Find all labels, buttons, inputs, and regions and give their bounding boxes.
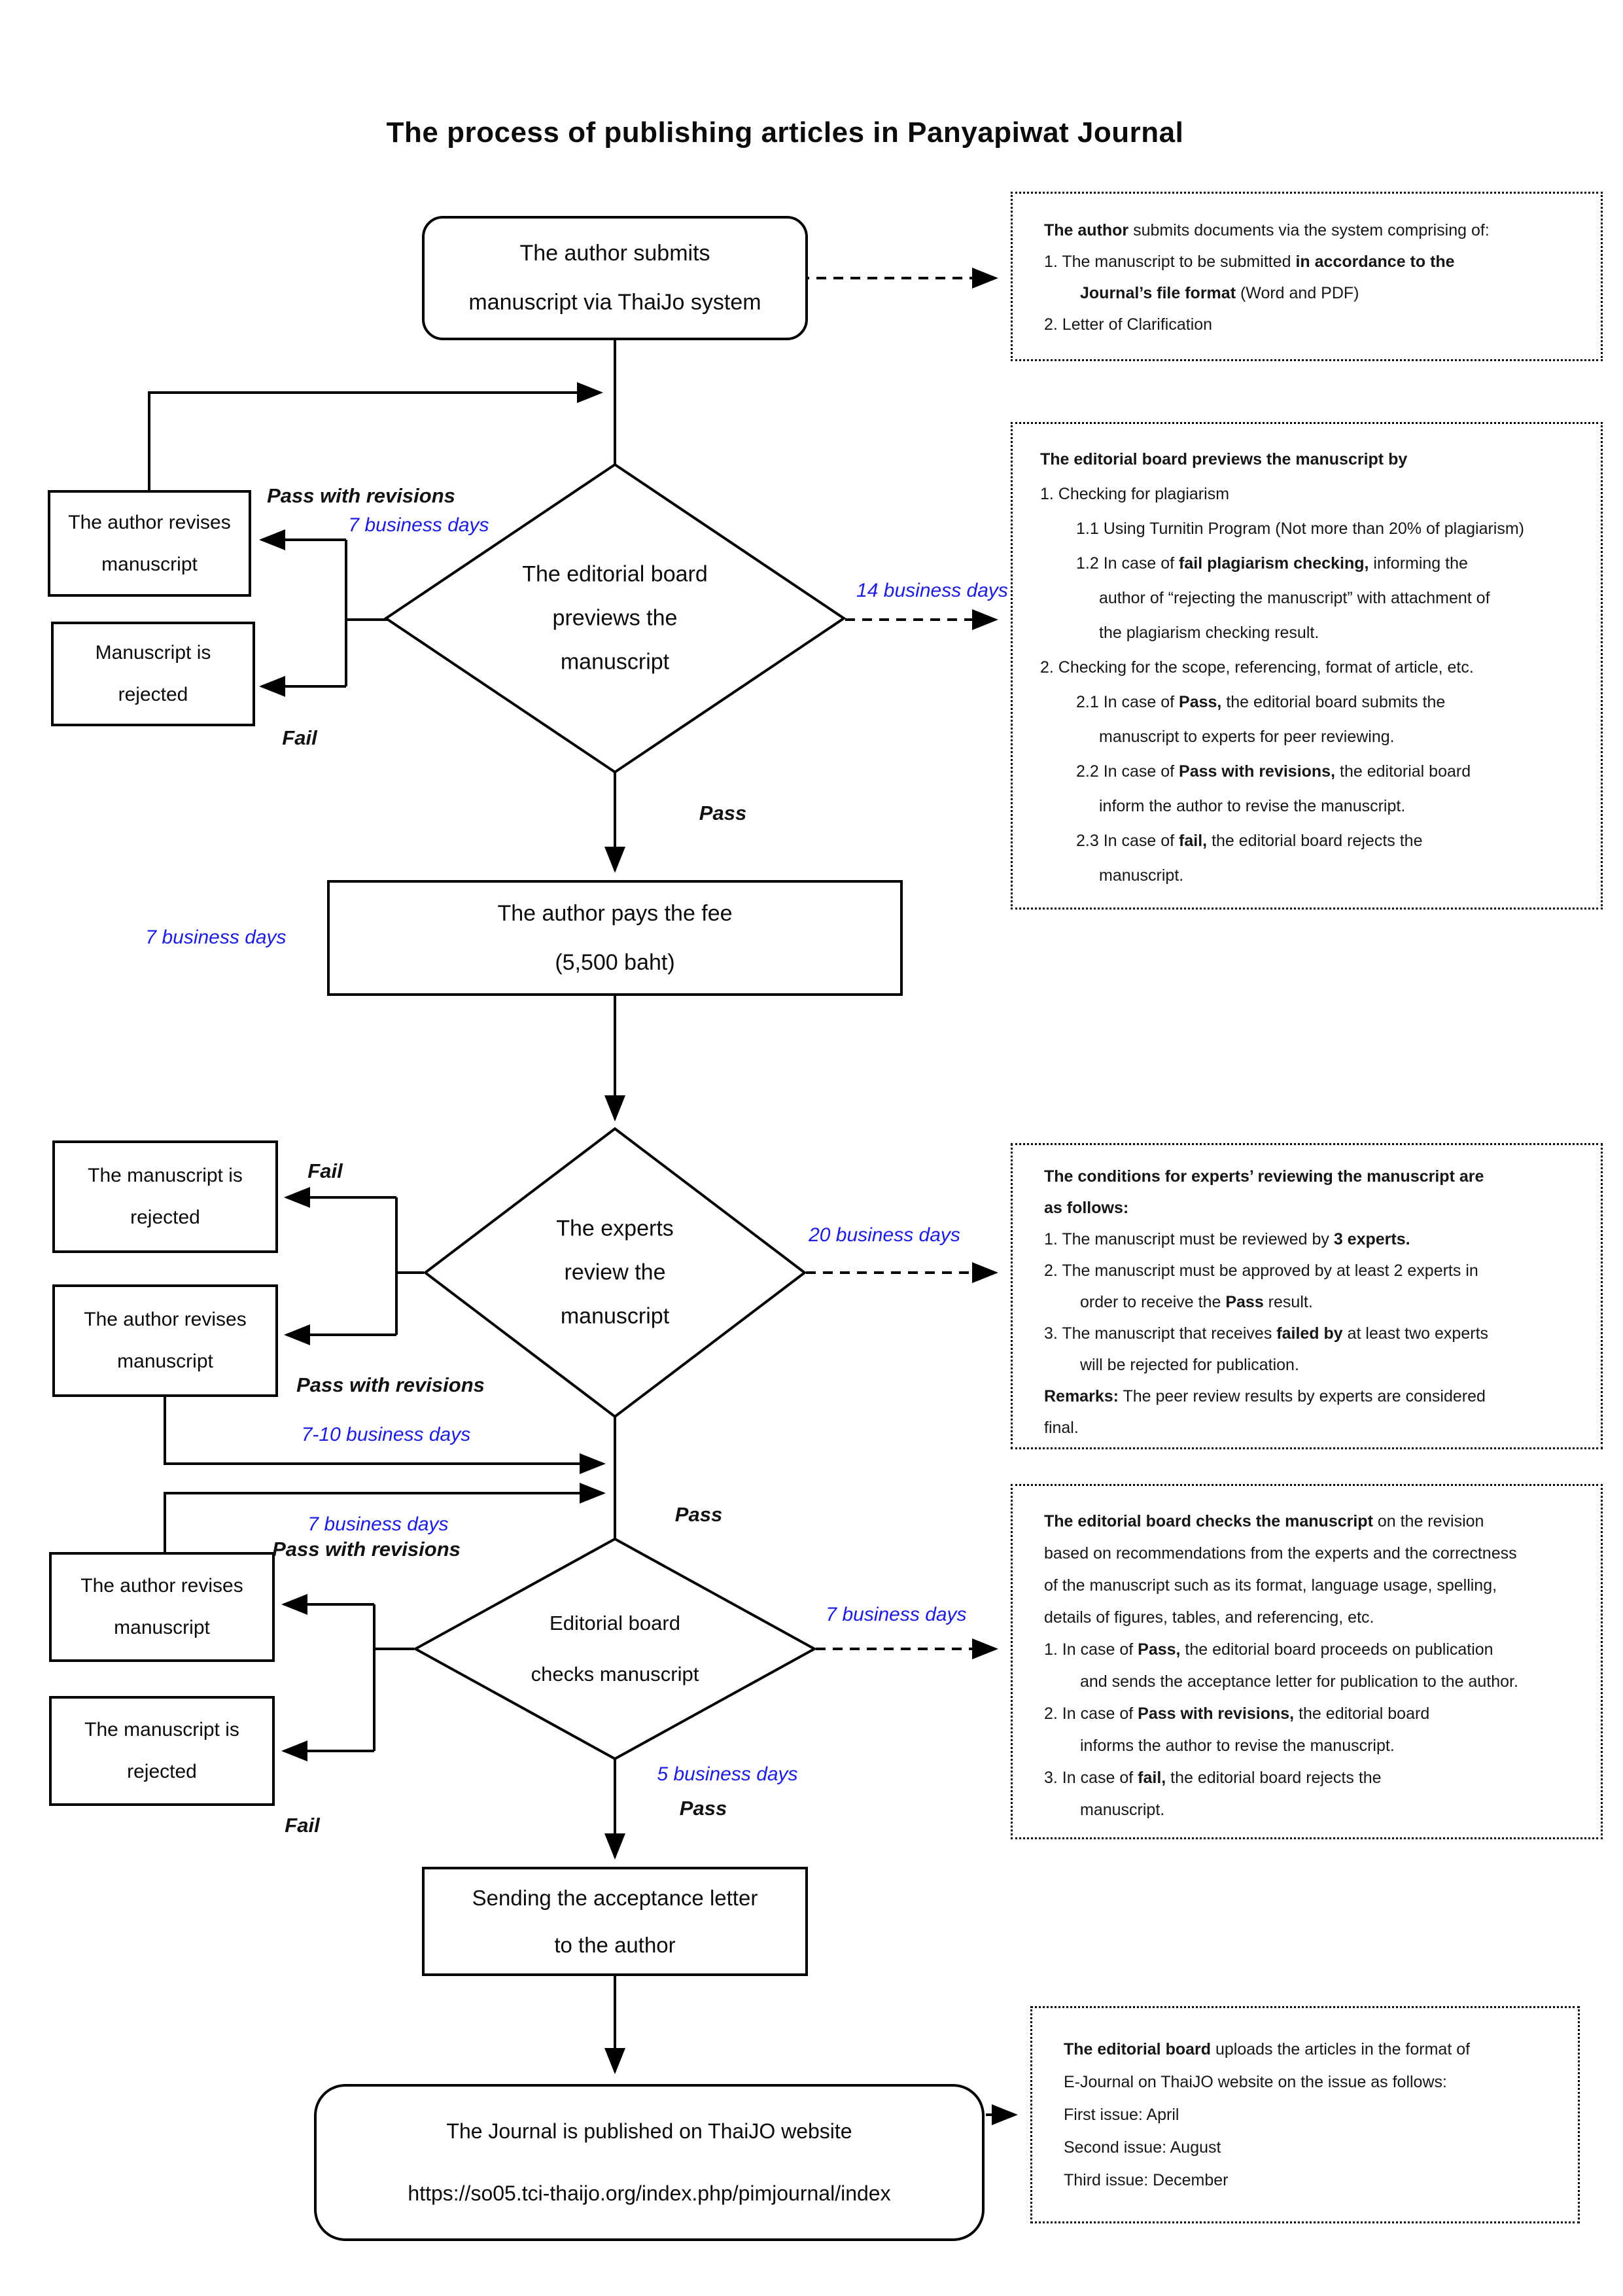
note-text-line: 1. The manuscript to be submitted in accordance to the: [1044, 253, 1455, 271]
note-text-line: order to receive the Pass result.: [1080, 1293, 1313, 1311]
label-7-business-days-3: 7 business days: [307, 1513, 449, 1535]
node-manuscript-rejected-2: [52, 1140, 278, 1253]
node-text-line: (5,500 baht): [555, 949, 675, 975]
node-author-pays-fee: [327, 880, 903, 996]
node-text-line: manuscript: [101, 553, 198, 575]
note-text-line: 1.2 In case of fail plagiarism checking, informing the: [1076, 554, 1468, 573]
node-text-line: rejected: [118, 684, 188, 705]
note-text-line: 2. In case of Pass with revisions, the editorial board: [1044, 1704, 1430, 1723]
diamond-label-editorial-preview: [522, 553, 708, 684]
label-7-10-business-days: 7-10 business days: [301, 1424, 471, 1445]
note-text-line: 2.3 In case of fail, the editorial board rejects the: [1076, 832, 1423, 850]
node-manuscript-rejected-3: [49, 1696, 275, 1806]
note-text-line: 2. The manuscript must be approved by at least 2 experts in: [1044, 1262, 1478, 1280]
node-text-line: manuscript: [114, 1617, 210, 1638]
label-7-business-days-fee: 7 business days: [145, 927, 287, 948]
node-text-line: The editorial board: [522, 561, 708, 587]
node-text-line: The experts: [556, 1216, 674, 1241]
note-text-line: 3. The manuscript that receives failed by at least two experts: [1044, 1324, 1489, 1343]
note-text-line: manuscript to experts for peer reviewing.: [1099, 728, 1395, 746]
node-author-revises-2: [52, 1284, 278, 1397]
note-text-line: 1. The manuscript must be reviewed by 3 experts.: [1044, 1230, 1410, 1248]
note-expert-review-conditions: [1011, 1143, 1603, 1449]
node-text-line: Manuscript is: [95, 642, 211, 663]
node-text-line: review the: [564, 1260, 666, 1285]
note-text-line: author of “rejecting the manuscript” with attachment of: [1099, 589, 1490, 607]
note-text-line: and sends the acceptance letter for publication to the author.: [1080, 1672, 1518, 1691]
note-publication-schedule: [1030, 2006, 1580, 2223]
node-text-line: The author revises: [80, 1575, 243, 1597]
note-text-line: will be rejected for publication.: [1080, 1356, 1299, 1374]
note-text-line: final.: [1044, 1419, 1079, 1437]
note-editorial-preview: [1011, 422, 1603, 910]
node-journal-published: [314, 2084, 985, 2241]
label-14-business-days: 14 business days: [856, 580, 1008, 601]
node-manuscript-rejected-1: [51, 622, 255, 726]
node-text-line: The author pays the fee: [497, 900, 733, 926]
note-text-line: First issue: April: [1064, 2106, 1179, 2124]
node-text-line: rejected: [127, 1761, 197, 1782]
note-text-line: 2.1 In case of Pass, the editorial board submits the: [1076, 693, 1446, 711]
node-text-line: rejected: [130, 1207, 200, 1228]
note-text-line: details of figures, tables, and referencing, etc.: [1044, 1608, 1374, 1627]
node-text-line: manuscript: [560, 1303, 670, 1329]
label-7-business-days-1: 7 business days: [348, 514, 489, 536]
node-text-line: manuscript: [560, 649, 670, 675]
diamond-label-editorial-check: [531, 1598, 699, 1700]
note-text-line: The editorial board checks the manuscript on the revision: [1044, 1512, 1484, 1530]
label-pass-with-revisions-3: Pass with revisions: [272, 1538, 461, 1561]
node-text-line: https://so05.tci-thaijo.org/index.php/pimjournal/index: [408, 2181, 891, 2205]
note-text-line: Third issue: December: [1064, 2171, 1229, 2189]
node-text-line: Editorial board: [550, 1612, 680, 1634]
node-text-line: The author submits: [519, 241, 710, 266]
label-pass-with-revisions-1: Pass with revisions: [267, 484, 455, 507]
node-text-line: manuscript: [117, 1351, 213, 1372]
node-author-revises-3: [49, 1552, 275, 1662]
note-text-line: The author submits documents via the system comprising of:: [1044, 221, 1490, 239]
line-revise1-loop: [149, 393, 601, 490]
note-text-line: manuscript.: [1099, 866, 1184, 885]
note-text-line: inform the author to revise the manuscript.: [1099, 797, 1406, 815]
note-editorial-check: [1011, 1484, 1603, 1839]
note-text-line: Second issue: August: [1064, 2138, 1221, 2157]
note-text-line: the plagiarism checking result.: [1099, 624, 1319, 642]
note-text-line: The conditions for experts’ reviewing the manuscript are: [1044, 1167, 1484, 1186]
note-text-line: 2.2 In case of Pass with revisions, the editorial board: [1076, 762, 1471, 781]
page-title: The process of publishing articles in Panyapiwat Journal: [386, 116, 1184, 149]
label-5-business-days: 5 business days: [657, 1763, 798, 1785]
note-text-line: manuscript.: [1080, 1801, 1165, 1819]
label-pass-2: Pass: [674, 1503, 723, 1526]
note-text-line: Remarks: The peer review results by experts are considered: [1044, 1387, 1486, 1405]
node-text-line: The author revises: [84, 1309, 247, 1330]
diamond-label-experts-review: [556, 1207, 674, 1339]
note-text-line: 2. Checking for the scope, referencing, format of article, etc.: [1040, 658, 1474, 677]
note-text-line: 2. Letter of Clarification: [1044, 315, 1213, 334]
node-text-line: The manuscript is: [88, 1165, 243, 1186]
node-text-line: manuscript via ThaiJo system: [468, 290, 761, 315]
label-pass-1: Pass: [699, 802, 747, 824]
note-text-line: 1. Checking for plagiarism: [1040, 485, 1230, 503]
node-send-acceptance-letter: [422, 1867, 808, 1976]
note-author-submission: [1011, 192, 1603, 361]
note-text-line: 1. In case of Pass, the editorial board proceeds on publication: [1044, 1640, 1493, 1659]
note-text-line: 1.1 Using Turnitin Program (Not more than 20% of plagiarism): [1076, 520, 1525, 538]
label-fail-1: Fail: [282, 726, 317, 749]
node-author-revises-1: [48, 490, 251, 597]
note-text-line: 3. In case of fail, the editorial board rejects the: [1044, 1769, 1382, 1787]
node-text-line: The manuscript is: [84, 1719, 239, 1740]
note-text-line: The editorial board previews the manuscript by: [1040, 450, 1408, 468]
node-text-line: The author revises: [68, 511, 231, 533]
note-text-line: E-Journal on ThaiJO website on the issue as follows:: [1064, 2073, 1447, 2091]
label-fail-3: Fail: [285, 1814, 320, 1837]
node-text-line: Sending the acceptance letter: [472, 1885, 758, 1910]
node-author-submits: [422, 216, 808, 340]
node-text-line: checks manuscript: [531, 1663, 699, 1686]
note-text-line: The editorial board uploads the articles in the format of: [1064, 2040, 1471, 2058]
node-text-line: The Journal is published on ThaiJO website: [446, 2119, 852, 2143]
node-text-line: previews the: [552, 605, 678, 631]
label-fail-2: Fail: [307, 1159, 343, 1182]
node-text-line: to the author: [554, 1932, 676, 1957]
label-7-business-days-right: 7 business days: [826, 1604, 967, 1625]
note-text-line: Journal’s file format (Word and PDF): [1080, 284, 1359, 302]
note-text-line: of the manuscript such as its format, language usage, spelling,: [1044, 1576, 1497, 1595]
note-text-line: as follows:: [1044, 1199, 1129, 1217]
label-20-business-days: 20 business days: [809, 1224, 960, 1246]
label-pass-with-revisions-2: Pass with revisions: [296, 1373, 485, 1396]
note-text-line: based on recommendations from the experts and the correctness: [1044, 1544, 1517, 1563]
label-pass-3: Pass: [679, 1797, 727, 1820]
note-text-line: informs the author to revise the manuscript.: [1080, 1737, 1395, 1755]
